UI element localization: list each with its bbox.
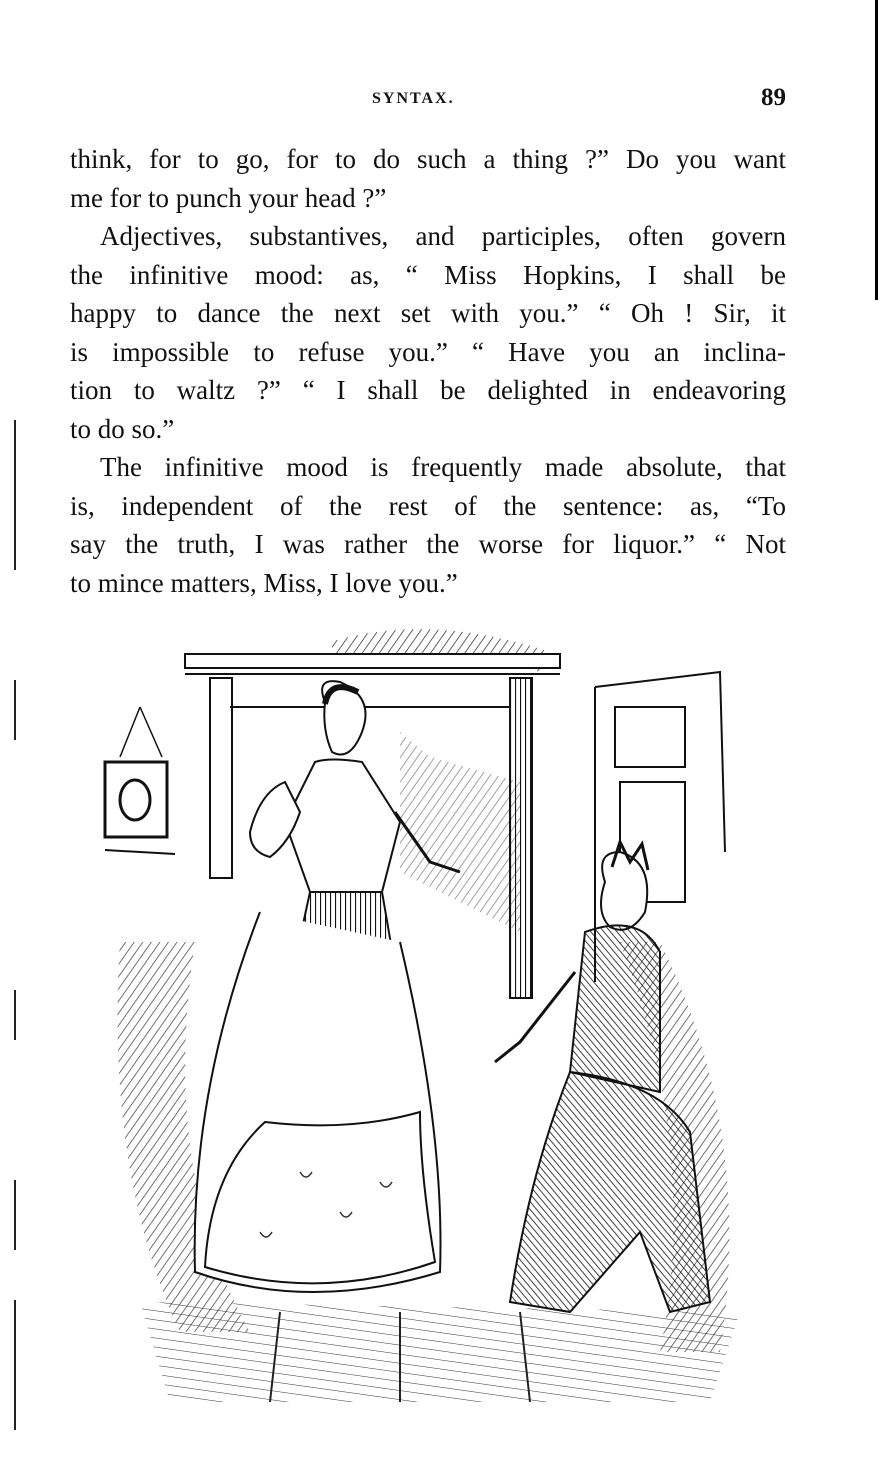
text-line: think, for to go, for to do such a thing ?” Do you want: [70, 144, 786, 174]
engraving-illustration: [100, 612, 760, 1412]
page-header: [0, 84, 894, 114]
body-text: [70, 140, 786, 602]
margin-mark: [14, 1300, 16, 1430]
text-line: to do so.”: [70, 413, 175, 444]
text-line: is impossible to refuse you.” “ Have you an inclina-: [70, 336, 786, 367]
text-line: The infinitive mood is frequently made absolute, that: [100, 452, 786, 482]
paragraph: [70, 140, 786, 217]
page-number: 89: [761, 84, 786, 111]
margin-mark: [14, 1180, 16, 1250]
page-edge-line: [875, 0, 878, 300]
text-line: to mince matters, Miss, I love you.”: [70, 567, 458, 598]
text-line: Adjectives, substantives, and participles, often govern: [100, 221, 786, 251]
text-line: is, independent of the rest of the sentence: as, “To: [70, 490, 786, 521]
margin-mark: [14, 420, 16, 570]
wall-frame: [105, 707, 175, 854]
running-head: SYNTAX.: [372, 90, 455, 107]
margin-mark: [14, 990, 16, 1040]
text-line: the infinitive mood: as, “ Miss Hopkins, I shall be: [70, 259, 786, 290]
margin-mark: [14, 680, 16, 740]
text-line: happy to dance the next set with you.” “ Oh ! Sir, it: [70, 298, 786, 328]
paragraph: [70, 217, 786, 448]
floor: [140, 1302, 740, 1402]
text-line: say the truth, I was rather the worse for liquor.” “ Not: [70, 529, 786, 559]
text-line: me for to punch your head ?”: [70, 182, 387, 213]
text-line: tion to waltz ?” “ I shall be delighted in endeavoring: [70, 375, 786, 405]
paragraph: [70, 448, 786, 602]
